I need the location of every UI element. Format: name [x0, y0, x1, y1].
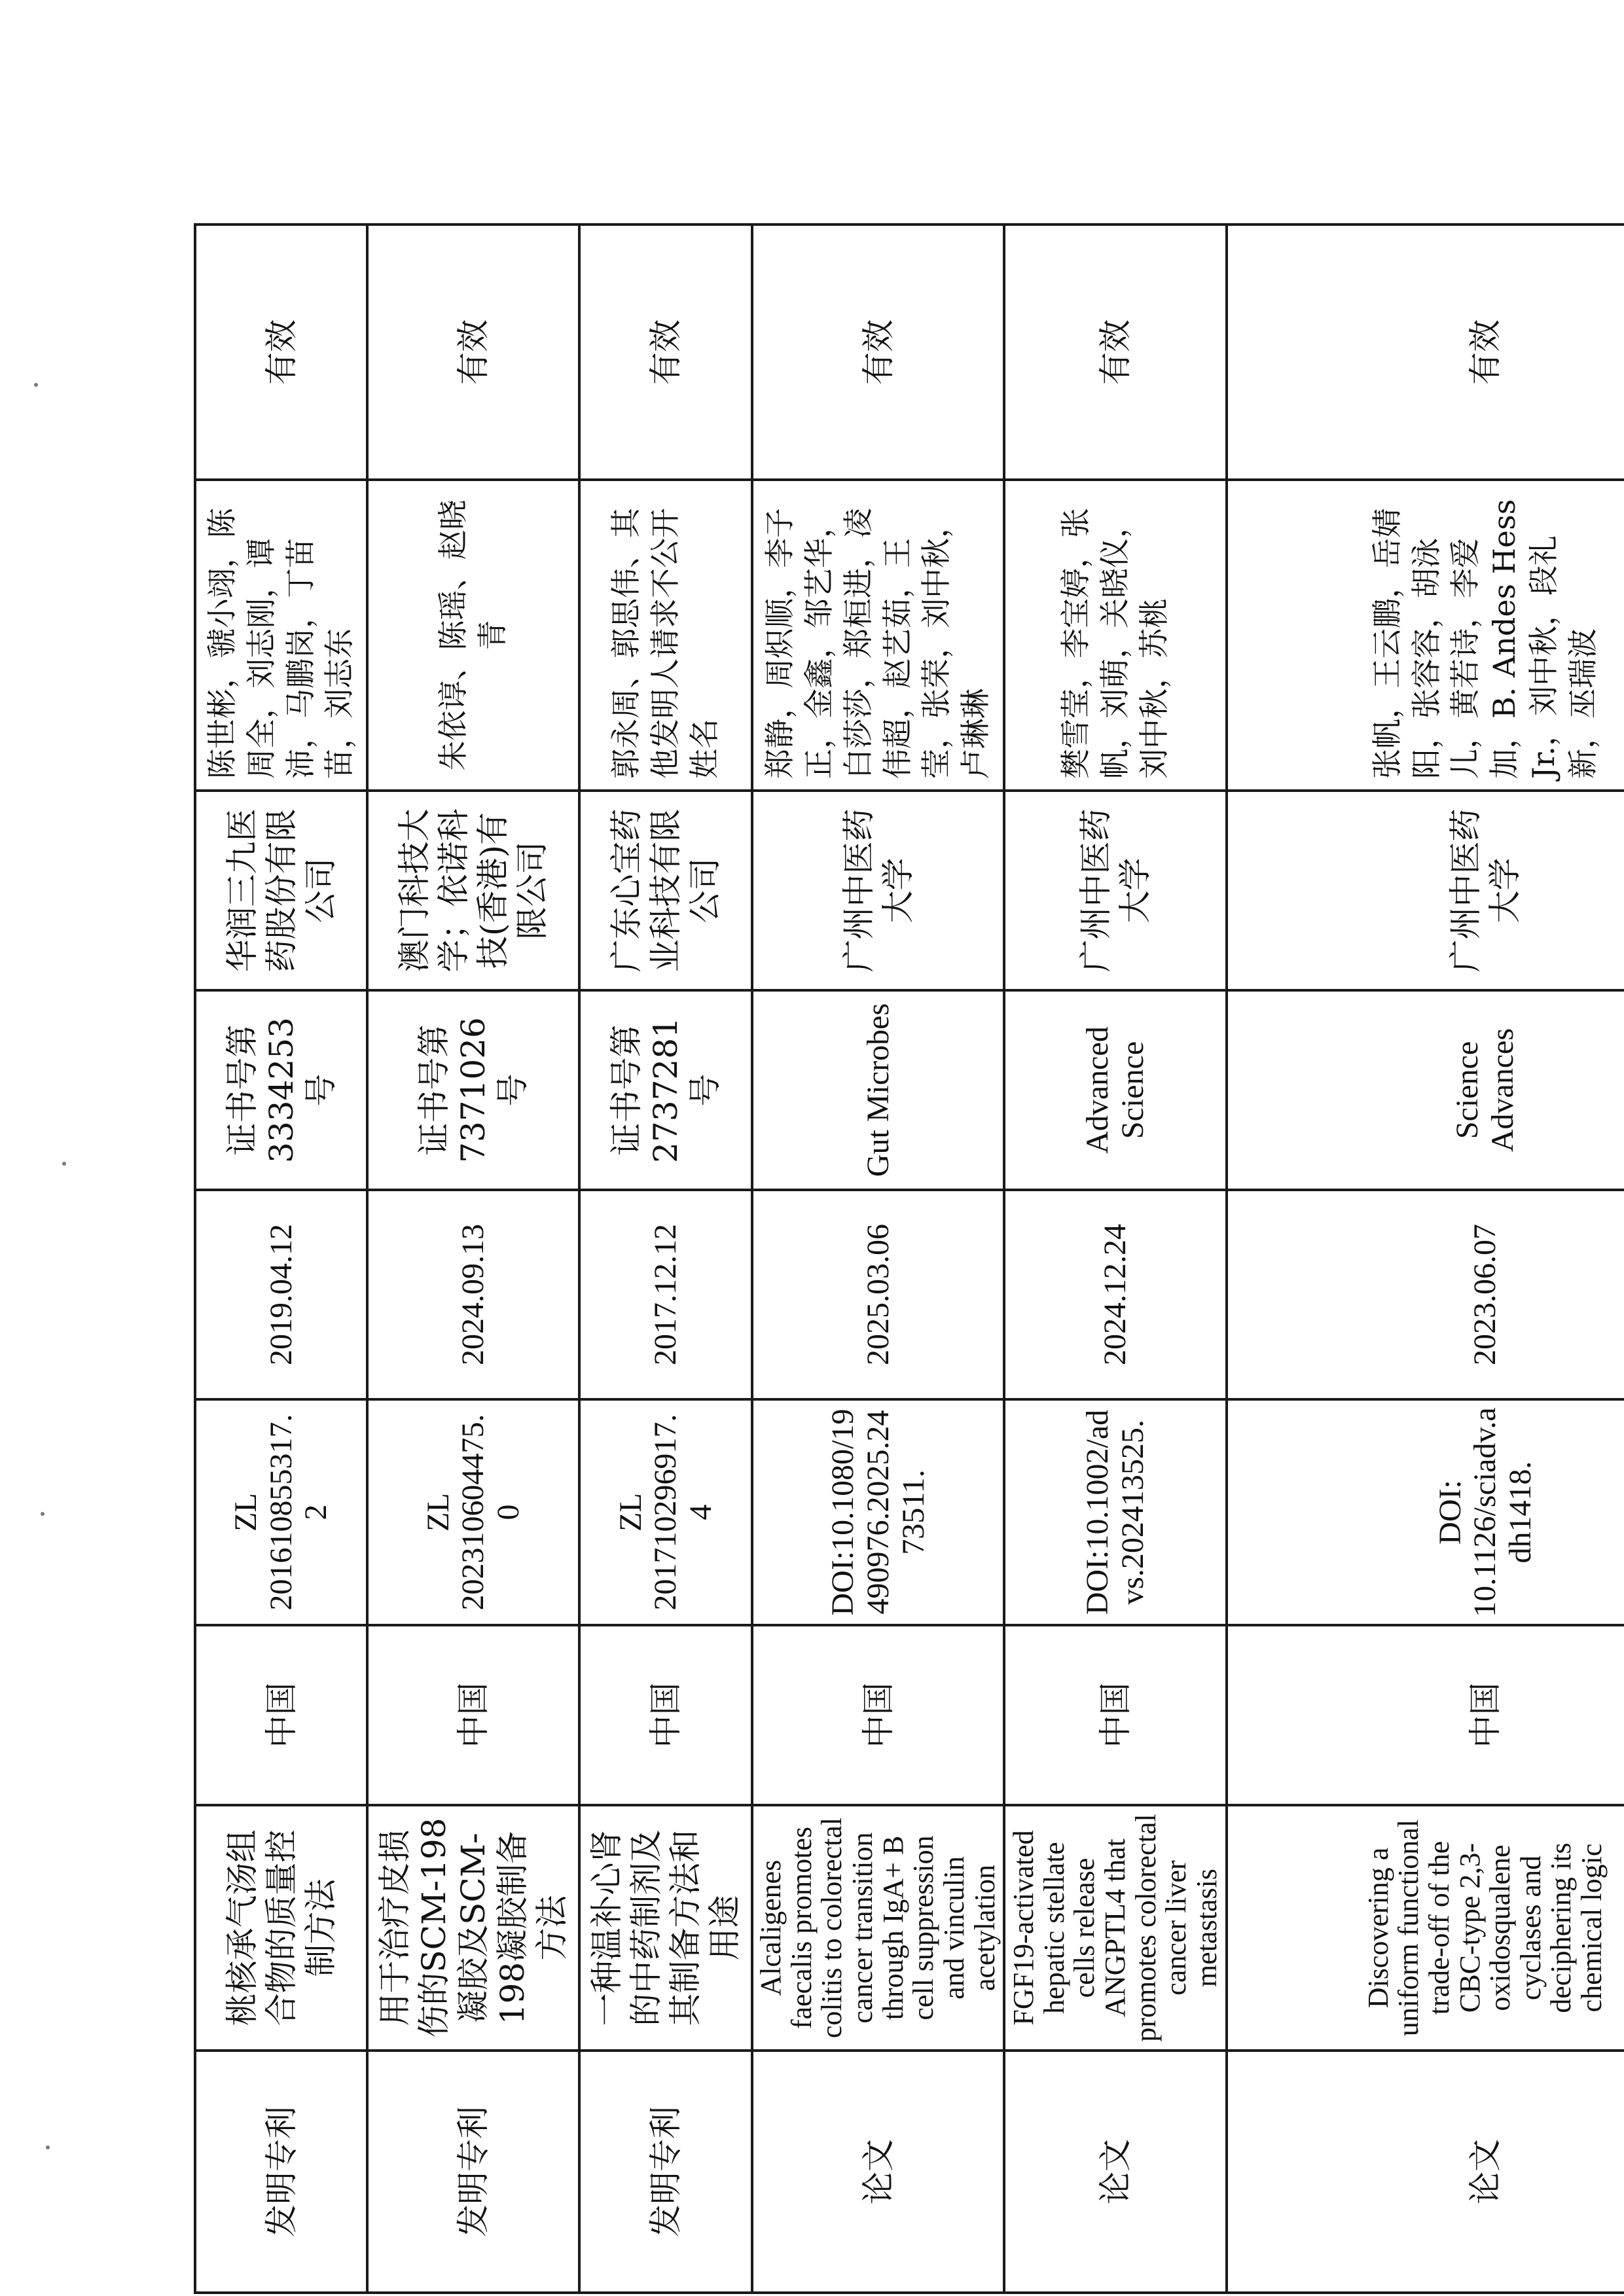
cell-type: 论文 — [752, 2051, 1004, 2293]
cell-people: 樊雪莹，李宝婷，张帆，刘萌，关晓仪，刘中秋，苏桃 — [1004, 480, 1227, 791]
cell-holder: 广州中医药大学 — [752, 791, 1004, 990]
cell-type: 发明专利 — [367, 2051, 579, 2293]
cell-status: 有效 — [195, 224, 367, 480]
cell-date: 2019.04.12 — [195, 1190, 367, 1399]
cell-title: Alcaligenes faecalis promotes colitis to colorectal cancer transition through IgA+ B cell suppression and vinculin acetylation — [752, 1805, 1004, 2051]
cell-people: 郑静，周炽顺，李子正，金鑫，邹艺华，白莎莎，郑桓进，凌伟超，赵艺茹，王莹，张荣，刘中秋，卢琳琳 — [752, 480, 1004, 791]
cell-status: 有效 — [367, 224, 579, 480]
cell-type: 论文 — [1227, 2051, 1624, 2293]
cell-certificate: 证书号第 7371026 号 — [367, 990, 579, 1190]
cell-number: DOI:10.1002/advs.202413525. — [1004, 1399, 1227, 1625]
scan-speck — [41, 1512, 45, 1516]
cell-type: 论文 — [1004, 2051, 1227, 2293]
cell-status: 有效 — [579, 224, 752, 480]
cell-number: ZL 202310604475.0 — [367, 1399, 579, 1625]
records-table — [194, 223, 1624, 2294]
cell-holder: 广州中医药大学 — [1227, 791, 1624, 990]
cell-country: 中国 — [1227, 1625, 1624, 1805]
cell-status: 有效 — [1227, 224, 1624, 480]
cell-date: 2024.12.24 — [1004, 1190, 1227, 1399]
cell-holder: 澳门科技大学；依诺科技(香港)有限公司 — [367, 791, 579, 990]
cell-people: 陈世彬，虢小翊，陈周全，刘志刚，谭沛，马鹏岗，丁苗苗，刘志东 — [195, 480, 367, 791]
cell-title: 桃核承气汤组合物的质量控制方法 — [195, 1805, 367, 2051]
cell-journal: Gut Microbes — [752, 990, 1004, 1190]
table-row — [195, 224, 367, 2293]
table-row — [752, 224, 1004, 2293]
cell-number: ZL 201710296917.4 — [579, 1399, 752, 1625]
cell-status: 有效 — [752, 224, 1004, 480]
scan-speck — [34, 383, 38, 387]
cell-people: 郭永周、郭思伟、其他发明人请求不公开姓名 — [579, 480, 752, 791]
cell-certificate: 证书号第 2737281 号 — [579, 990, 752, 1190]
scan-speck — [46, 2145, 50, 2149]
cell-holder: 华润三九医药股份有限公司 — [195, 791, 367, 990]
cell-date: 2024.09.13 — [367, 1190, 579, 1399]
records-table-area — [194, 226, 1624, 2294]
cell-title: FGF19-activated hepatic stellate cells release ANGPTL4 that promotes colorectal cancer liver metastasis — [1004, 1805, 1227, 2051]
table-row — [1004, 224, 1227, 2293]
cell-people: 张帆，王云鹏，岳婧阳，张容容，胡泳儿，黄若诗，李爱加，B. Andes Hess Jr.，刘中秋，段礼新，巫瑞波 — [1227, 480, 1624, 791]
cell-title: 用于治疗皮损伤的SCM-198凝胶及SCM-198凝胶制备方法 — [367, 1805, 579, 2051]
cell-journal: Advanced Science — [1004, 990, 1227, 1190]
cell-holder: 广东心宝药业科技有限公司 — [579, 791, 752, 990]
cell-country: 中国 — [752, 1625, 1004, 1805]
cell-country: 中国 — [195, 1625, 367, 1805]
cell-status: 有效 — [1004, 224, 1227, 480]
rotated-table-frame — [194, 226, 1624, 2294]
table-row — [1227, 224, 1624, 2293]
cell-date: 2017.12.12 — [579, 1190, 752, 1399]
cell-country: 中国 — [367, 1625, 579, 1805]
cell-country: 中国 — [579, 1625, 752, 1805]
cell-country: 中国 — [1004, 1625, 1227, 1805]
cell-journal: Science Advances — [1227, 990, 1624, 1190]
cell-people: 朱依谆、陈瑶、赵晓青 — [367, 480, 579, 791]
cell-holder: 广州中医药大学 — [1004, 791, 1227, 990]
cell-title: Discovering a uniform functional trade-off of the CBC-type 2,3-oxidosqualene cyclases and deciphering its chemical logic — [1227, 1805, 1624, 2051]
cell-type: 发明专利 — [579, 2051, 752, 2293]
cell-number: DOI: 10.1126/sciadv.adh1418. — [1227, 1399, 1624, 1625]
cell-number: ZL 201610855317.2 — [195, 1399, 367, 1625]
cell-certificate: 证书号第 3334253 号 — [195, 990, 367, 1190]
scan-speck — [62, 1162, 66, 1166]
table-row — [579, 224, 752, 2293]
cell-title: 一种温补心肾的中药制剂及其制备方法和用途 — [579, 1805, 752, 2051]
cell-type: 发明专利 — [195, 2051, 367, 2293]
cell-date: 2023.06.07 — [1227, 1190, 1624, 1399]
cell-date: 2025.03.06 — [752, 1190, 1004, 1399]
cell-number: DOI:10.1080/19490976.2025.2473511. — [752, 1399, 1004, 1625]
table-row — [367, 224, 579, 2293]
